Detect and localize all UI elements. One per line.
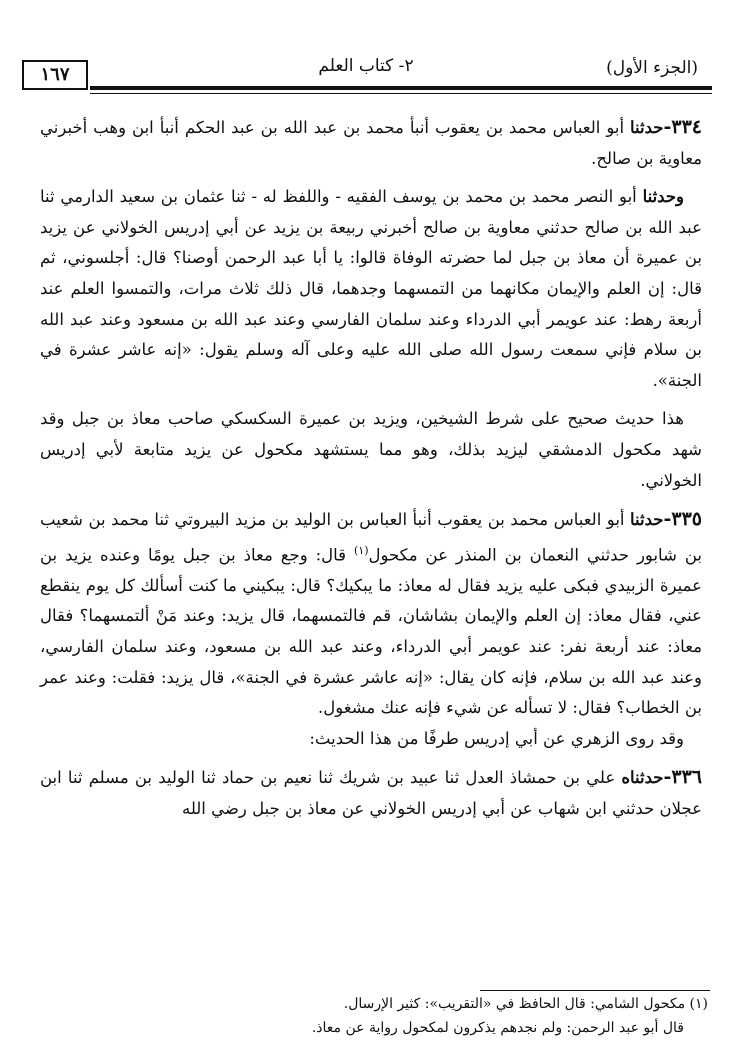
hadith-334-second-chain — [40, 182, 702, 396]
footnote-text: مكحول الشامي: قال الحافظ في «التقريب»: كثير الإرسال. — [343, 996, 690, 1012]
hadith-336 — [40, 762, 702, 824]
footnote-1 — [180, 992, 708, 1016]
hadith-text: علي بن حمشاذ العدل ثنا عبيد بن شريك ثنا نعيم بن حماد ثنا الوليد بن مسلم ثنا ابن عجلان حدثني ابن شهاب عن أبي إدريس الخولاني عن معاذ بن جبل رضي الله — [40, 768, 702, 818]
header-rule-thin — [90, 93, 712, 94]
hadith-number: ٣٣٥- — [663, 508, 702, 531]
hadith-text-continued: قال: وجع معاذ بن جبل يومًا وعنده يزيد بن عميرة الزبيدي فبكى عليه يزيد فقال له معاذ: ما يبكيك؟ قال: يبكيني ما كنت أسألك كل يوم ينقطع عني، فقال معاذ: إن العلم والإيمان بشاشان، قم فالتمسهما، قال يزيد: وعند مَنْ ألتمسهما؟ فقال معاذ: عند أربعة نفر: عند عويمر أبي الدرداء، وعند عبد الله بن مسعود، وعند سلمان الفارسي، وعند عبد الله بن سلام، فإنه كان يقال: «إنه عاشر عشرة في الجنة»، قال يزيد: فقلت: وعند عمر بن الخطاب؟ فقال: لا تسأله عن شيء فإنه عنك مشغول. — [40, 545, 702, 718]
footnote-1-continuation: قال أبو عبد الرحمن: ولم نجدهم يذكرون لمكحول رواية عن معاذ. — [311, 1020, 684, 1036]
chapter-title: ٢- كتاب العلم — [318, 56, 414, 76]
footnote-marker: (١) — [354, 543, 369, 557]
hadith-text: أبو العباس محمد بن يعقوب أنبأ محمد بن عبد الله بن عبد الحكم أنبأ ابن وهب أخبرني معاوية بن صالح. — [40, 118, 702, 168]
hadith-334 — [40, 112, 702, 174]
main-text — [40, 112, 702, 825]
hadith-text: أبو النصر محمد بن محمد بن يوسف الفقيه - واللفظ له - ثنا عثمان بن سعيد الدارمي ثنا عبد الله بن صالح حدثني معاوية بن صالح أخبرني ربيعة بن يزيد عن أبي إدريس الخولاني عن يزيد بن عميرة أن معاذ بن جبل لما حضرته الوفاة قالوا: يا أبا عبد الرحمن أوصنا؟ قال: أجلسوني، ثم قال: إن العلم والإيمان مكانهما من التمسهما وجدهما، قال ذلك ثلاث مرات، والتمسوا العلم عند أربعة رهط: عند عويمر أبي الدرداء وعند سلمان الفارسي وعند عبد الله بن مسعود وعند عبد الله بن سلام فإني سمعت رسول الله صلى الله عليه وعلى آله وسلم يقول: «إنه عاشر عشرة في الجنة». — [40, 187, 702, 390]
header-rule-thick — [90, 86, 712, 90]
hadith-335 — [40, 504, 702, 724]
commentary-paragraph: هذا حديث صحيح على شرط الشيخين، ويزيد بن عميرة السكسكي صاحب معاذ بن جبل وقد شهد مكحول الدمشقي ليزيد بذلك، وهو مما يستشهد مكحول عن يزيد متابعة لأبي إدريس الخولاني. — [40, 409, 702, 490]
hadith-lead-word: حدثناه — [621, 768, 664, 788]
volume-title: (الجزء الأول) — [606, 58, 698, 78]
hadith-number: ٣٣٦- — [663, 766, 702, 789]
footnote-number: (١) — [689, 996, 708, 1012]
hadith-lead-word: حدثنا — [630, 118, 664, 137]
page-number: ١٦٧ — [22, 60, 88, 90]
hadith-number: ٣٣٤- — [663, 116, 702, 138]
footnote-separator — [480, 990, 710, 991]
page-header — [20, 40, 712, 100]
hadith-lead-word: حدثنا — [630, 510, 664, 530]
hadith-text: أبو العباس محمد بن يعقوب أنبأ العباس بن الوليد بن مزيد البيروتي ثنا محمد بن شعيب بن شابور حدثني النعمان بن المنذر عن مكحول — [40, 510, 702, 565]
footnotes — [180, 992, 708, 1040]
commentary-paragraph: وقد روى الزهري عن أبي إدريس طرفًا من هذا الحديث: — [309, 728, 684, 748]
hadith-lead-word: وحدثنا — [642, 187, 684, 207]
